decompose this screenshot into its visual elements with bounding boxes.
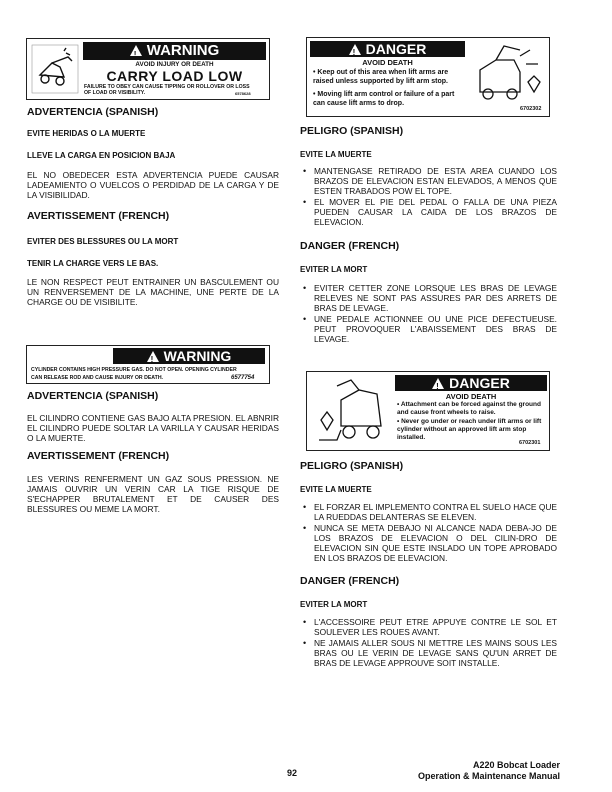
bullet-list: [300, 166, 557, 228]
decal-small-line: CYLINDER CONTAINS HIGH PRESSURE GAS. DO NOT OPEN. OPENING CYLINDER: [31, 367, 237, 373]
decal-small-line: OF LOAD OR VISIBILITY.: [84, 90, 146, 96]
decal-small-line: FAILURE TO OBEY CAN CAUSE TIPPING OR ROLLOVER OR LOSS: [84, 84, 250, 90]
section-heading: ADVERTENCIA (SPANISH): [27, 106, 159, 118]
danger-header: !DANGER: [310, 41, 465, 57]
section-subheading: EVITE LA MUERTE: [300, 150, 372, 159]
list-item: • MANTENGASE RETIRADO DE ESTA AREA CUANDO LOS BRAZOS DE ELEVACION ESTAN ELEVADOS, A MENOS QUE ESTEN TRABADOS POW EL TOPE.: [300, 166, 557, 196]
decal-code: 6578628: [235, 91, 251, 96]
section-heading: PELIGRO (SPANISH): [300, 125, 404, 137]
bullet-list: [300, 283, 557, 345]
loader-attachment-pictogram: [311, 376, 391, 446]
decal-big-text: CARRY LOAD LOW: [106, 68, 243, 84]
decal-avoid-line: AVOID INJURY OR DEATH: [135, 61, 214, 68]
decal-bullet: • Attachment can be forced against the ground and cause front wheels to raise.: [397, 401, 541, 416]
page-number: 92: [287, 768, 298, 778]
warning-decal-carry-load-low: [26, 38, 270, 100]
decal-avoid-line: AVOID DEATH: [445, 392, 497, 401]
section-heading: PELIGRO (SPANISH): [300, 460, 404, 472]
section-text: EL CILINDRO CONTIENE GAS BAJO ALTA PRESION. EL ABNRIR EL CILINDRO PUEDE SOLTAR LA VARILLA Y CAUSAR HERIDAS O LA MUERTE.: [27, 413, 279, 443]
manual-subtitle: Operation & Maintenance Manual: [417, 771, 560, 781]
section-text: LES VERINS RENFERMENT UN GAZ SOUS PRESSION. NE JAMAIS OUVRIR UN VERIN CAR LA TIGE RISQUE DE S'ECHAPPER BRUTALEMENT ET DE CAUSER DES BLESSURES OU MEME LA MORT.: [27, 474, 279, 514]
section-subheading: EVITE HERIDAS O LA MUERTE: [27, 129, 146, 138]
section-heading: DANGER (FRENCH): [300, 575, 400, 587]
list-item: • NE JAMAIS ALLER SOUS NI METTRE LES MAINS SOUS LES BRAS OU LE VERIN DE LEVAGE SANS QU'UN ARRET DE BRAS DE LEVAGE APPROUVE SOIT INSTALLE.: [300, 638, 557, 668]
warning-triangle-icon: [349, 44, 361, 55]
warning-triangle-icon: [147, 351, 159, 362]
list-item: • EL FORZAR EL IMPLEMENTO CONTRA EL SUELO HACE QUE LA RUEDDAS DELANTERAS SE ELEVEN.: [300, 502, 557, 522]
bullet-list: [300, 617, 557, 669]
warning-decal-cylinder: [26, 345, 270, 384]
decal-small-line: CAN RELEASE ROD AND CAUSE INJURY OR DEATH.: [31, 375, 164, 381]
section-heading: AVERTISSEMENT (FRENCH): [27, 210, 170, 222]
warning-header: !WARNING: [113, 348, 265, 364]
manual-title: A220 Bobcat Loader: [472, 760, 560, 770]
section-subheading: EVITE LA MUERTE: [300, 485, 372, 494]
list-item: • NUNCA SE META DEBAJO NI ALCANCE NADA DEBA-JO DE LOS BRAZOS DE ELEVACION O DEL CILIN-DRO DE ELEVACION SIN QUE ESTE INSLADO UN TOPE APROBADO EN LOS BRAZOS DE ELEVACION.: [300, 523, 557, 563]
section-subheading: EVITER LA MORT: [300, 265, 368, 274]
loader-raised-arms-pictogram: [470, 42, 546, 104]
warning-triangle-icon: [130, 45, 142, 56]
section-text: LE NON RESPECT PEUT ENTRAINER UN BASCULEMENT OU UN RENVERSEMENT DE LA MACHINE, UNE PERTE DE LA CHARGE OU DE VISIBILITE.: [27, 277, 279, 307]
decal-avoid-line: AVOID DEATH: [362, 58, 413, 67]
decal-bullet: • Keep out of this area when lift arms are raised unless supported by lift arm stop.: [313, 69, 449, 85]
warning-triangle-icon: [432, 378, 444, 389]
section-subheading: LLEVE LA CARGA EN POSICION BAJA: [27, 151, 176, 160]
bullet-list: [300, 502, 557, 564]
section-heading: DANGER (FRENCH): [300, 240, 400, 252]
decal-code: 6702302: [520, 106, 542, 112]
section-subheading: EVITER LA MORT: [300, 600, 368, 609]
list-item: • EVITER CETTER ZONE LORSQUE LES BRAS DE LEVAGE RELEVES NE SONT PAS ASSURES PAR DES ARRETS DE BRAS DE LEVAGE.: [300, 283, 557, 313]
list-item: • EL MOVER EL PIE DEL PEDAL O FALLA DE UNA PIEZA PUEDEN CAUSAR LA CAIDA DE LOS BRAZOS DE ELEVACION.: [300, 197, 557, 227]
section-subheading: TENIR LA CHARGE VERS LE BAS.: [27, 259, 159, 268]
decal-bullet: • Moving lift arm control or failure of a part can cause lift arms to drop.: [313, 91, 455, 107]
section-subheading: EVITER DES BLESSURES OU LA MORT: [27, 237, 179, 246]
list-item: • L'ACCESSOIRE PEUT ETRE APPUYE CONTRE LE SOL ET SOULEVER LES ROUES AVANT.: [300, 617, 557, 637]
danger-decal-lift-arms: [306, 37, 550, 117]
loader-tipping-pictogram: [30, 43, 80, 95]
warning-header: !WARNING: [83, 42, 266, 60]
danger-decal-attachment: [306, 371, 550, 451]
section-heading: AVERTISSEMENT (FRENCH): [27, 450, 170, 462]
danger-header: !DANGER: [395, 375, 547, 391]
decal-code: 6577754: [231, 375, 255, 381]
section-text: EL NO OBEDECER ESTA ADVERTENCIA PUEDE CAUSAR LADEAMIENTO O VUELCOS O PERDIDAD DE LA CARGA Y DE LA VISIBILIDAD.: [27, 170, 279, 200]
decal-bullet: • Never go under or reach under lift arms or lift cylinder without an approved lift arm stop installed.: [397, 418, 542, 441]
list-item: • UNE PEDALE ACTIONNEE OU UNE PICE DEFECTUEUSE. PEUT PROVOQUER L'ABAISSEMENT DES BRAS DE LEVAGE.: [300, 314, 557, 344]
section-heading: ADVERTENCIA (SPANISH): [27, 390, 159, 402]
decal-code: 6702301: [519, 440, 541, 446]
